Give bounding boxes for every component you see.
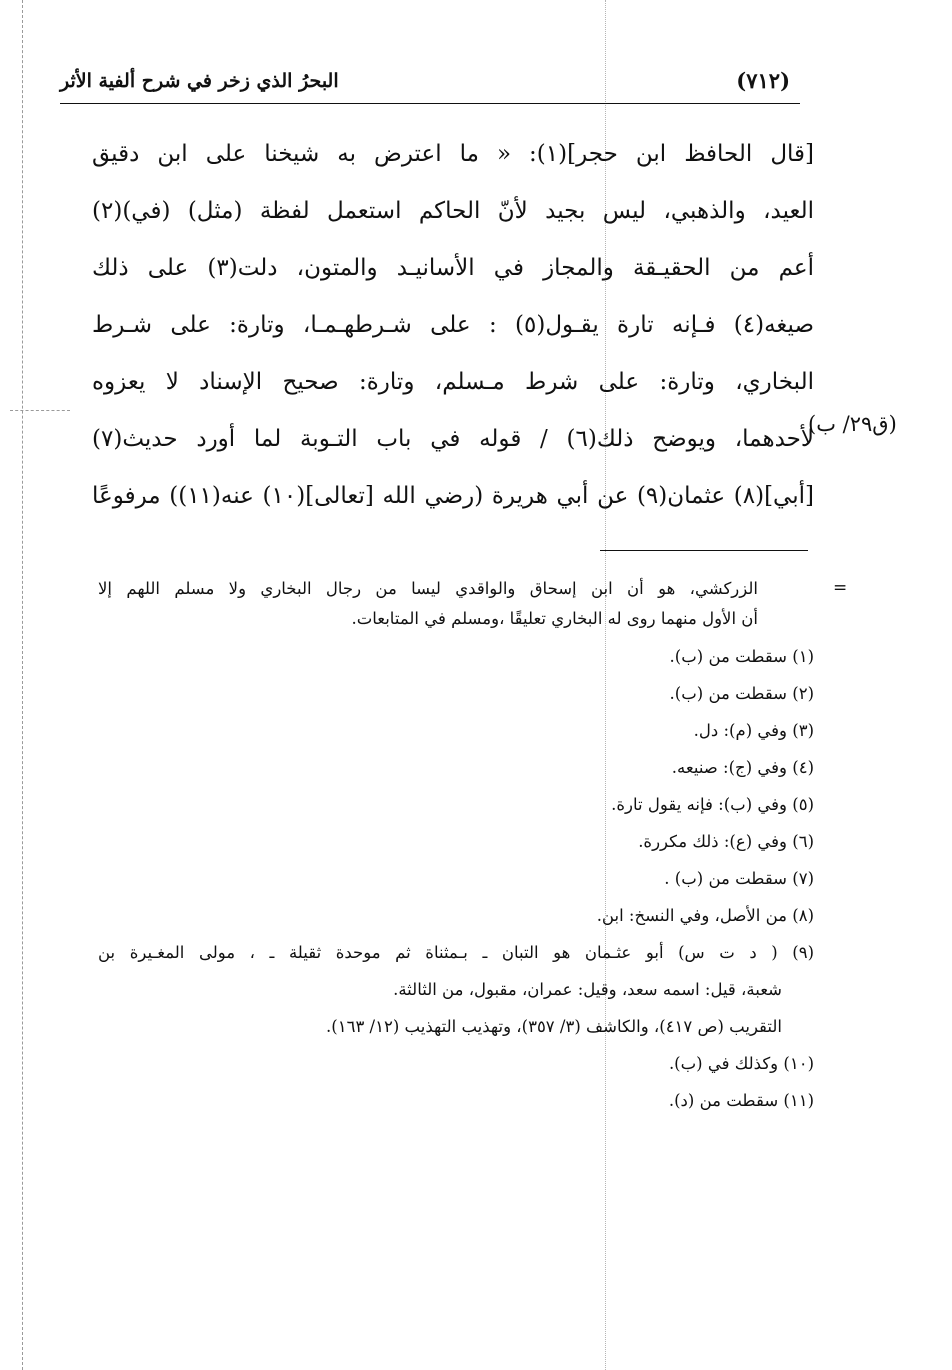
scan-mark <box>10 410 70 411</box>
footnote-item: (٧) سقطت من (ب) . <box>664 869 814 888</box>
main-text-line: البخاري، وتارة: على شرط مـسلم، وتارة: صحيح الإسناد لا يعزوه <box>92 369 814 395</box>
main-text-line: العيد، والذهبي، ليس بجيد لأنّ الحاكم استعمل لفظة (مثل) (في)(٢) <box>92 198 814 224</box>
main-text-line: لأحدهما، ويوضح ذلك(٦) / قوله في باب التـوبة لما أورد حديث(٧) <box>92 426 814 452</box>
footnote-item: (٣) وفي (م): دل. <box>693 721 814 740</box>
main-text-line: [أبي](٨) عثمان(٩) عن أبي هريرة (رضي الله [تعالى](١٠) عنه(١١)) مرفوعًا <box>92 483 814 509</box>
footnotes-block <box>98 574 814 1119</box>
manuscript-folio-note: (ق٢٩/ ب) <box>808 412 897 436</box>
page-header <box>60 64 800 104</box>
footnote-item: (١٠) وكذلك في (ب). <box>668 1054 814 1073</box>
footnote-continuation-line: الزركشي، هو أن ابن إسحاق والواقدي ليسا من رجال البخاري ولا مسلم اللهم إلا <box>98 579 758 598</box>
footnote-item: (٦) وفي (ع): ذلك مكررة. <box>638 832 814 851</box>
footnote-item: (١) سقطت من (ب). <box>669 647 814 666</box>
scan-edge-left <box>22 0 23 1370</box>
footnote-item-continuation: التقريب (ص ٤١٧)، والكاشف (٣/ ٣٥٧)، وتهذيب التهذيب (١٢/ ١٦٣). <box>326 1017 782 1036</box>
header-rule <box>60 103 800 104</box>
footnote-item: (٤) وفي (ج): صنيعه. <box>671 758 814 777</box>
footnote-continuation-line: أن الأول منهما روى له البخاري تعليقًا ،ومسلم في المتابعات. <box>351 609 758 628</box>
footnote-item: (٨) من الأصل، وفي النسخ: ابن. <box>596 906 814 925</box>
footnote-item: (٩) ( د ت س) أبو عثـمان هو التبان ـ بـمثناة ثم موحدة ثقيلة ـ ، مولى المغـيرة بن <box>98 943 814 962</box>
main-text-line: صيغه(٤) فـإنه تارة يقـول(٥) : على شـرطهـمـا، وتارة: على شـرط <box>92 312 814 338</box>
footnote-item: (١١) سقطت من (د). <box>668 1091 814 1110</box>
footnote-item-continuation: شعبة، قيل: اسمه سعد، وقيل: عمران، مقبول، من الثالثة. <box>393 980 782 999</box>
main-text-line: [قال الحافظ ابن حجر](١): « ما اعترض به شيخنا على ابن دقيق <box>92 141 814 167</box>
footnote-continuation-marker: = <box>833 578 848 598</box>
footnote-separator <box>600 550 808 551</box>
main-text-line: أعم من الحقيـقة والمجاز في الأسانيـد والمتون، دلت(٣) على ذلك <box>92 255 814 281</box>
footnote-item: (٢) سقطت من (ب). <box>669 684 814 703</box>
running-title: البحرُ الذي زخر في شرح ألفية الأثر <box>60 70 339 92</box>
footnote-item: (٥) وفي (ب): فإنه يقول تارة. <box>611 795 814 814</box>
main-text-block <box>92 126 814 525</box>
page-number: (٧١٢) <box>736 68 790 93</box>
